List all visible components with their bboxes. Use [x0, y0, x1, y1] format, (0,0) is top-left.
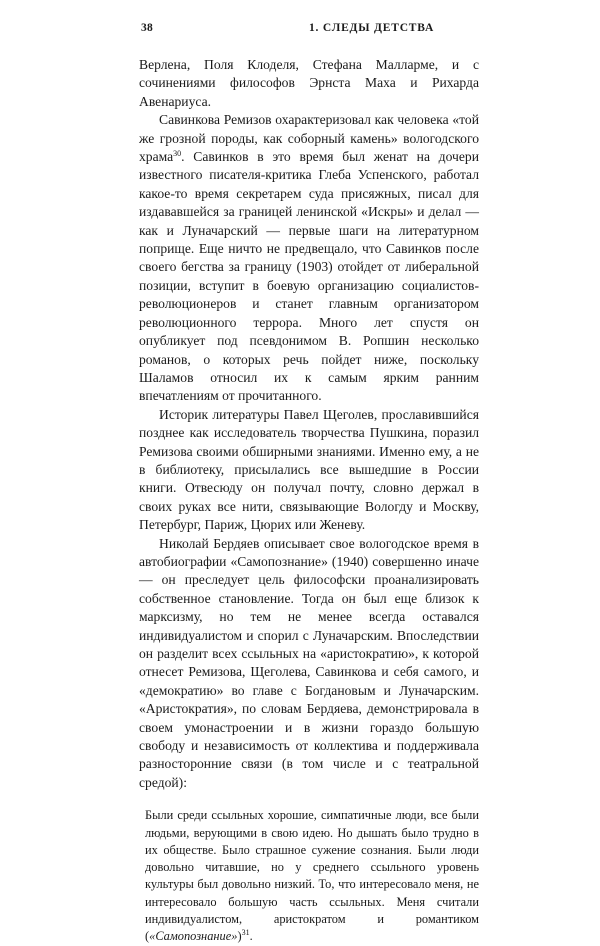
book-page — [139, 14, 479, 946]
paragraph-text: Савинкова Ремизов охарактеризовал как человека «той же грозной породы, как соборный камень» вологодского храма — [139, 112, 479, 165]
quote-close-paren: ) — [237, 929, 242, 944]
running-head — [139, 14, 479, 36]
footnote-ref: 31 — [241, 928, 250, 938]
quote-end: . — [249, 929, 253, 944]
paragraph-savinkov — [139, 111, 479, 406]
chapter-title: 1. СЛЕДЫ ДЕТСТВА — [309, 22, 435, 34]
paragraph-continued: Верлена, Поля Клоделя, Стефана Малларме, и с сочинениями философов Эрнста Маха и Рихарда Авенариуса. — [139, 57, 479, 109]
body-text — [139, 56, 479, 792]
page-number: 38 — [141, 22, 153, 34]
quote-paragraph — [145, 807, 479, 945]
quote-text: Были среди ссыльных хорошие, симпатичные люди, все были людьми, верующими в свою идею. Но дышать было трудно в их обществе. Было страшное сужение сознания. Были люди довольно читавшие, но у среднего ссыльного уровень культуры был довольно низкий. То, что интересовало меня, не интересовало большую часть ссыльных. Меня считали индивидуалистом, аристократом и романтиком ( — [145, 808, 479, 944]
quote-source: «Самопознание» — [149, 929, 238, 944]
paragraph-berdyaev: Николай Бердяев описывает свое вологодское время в автобиографии «Самопознание» (1940) совершенно иначе — он преследует цель философски проанализировать собственное становление. Тогда он был еще близок к марксизму, но тем не менее всегда оставался индивидуалистом и спорил с Луначарским. Впоследствии он разделит всех ссыльных на «аристократию», к которой отнесет Ремизова, Щеголева, Савинкова и себя самого, и «демократию» во главе с Богдановым и Луначарским. «Аристократия», по словам Бердяева, демонстрировала в своем умонастроении и в жизни гораздо большую свободу и независимость от коллектива и поддерживала разносторонние связи (в том числе и с театральной средой): — [139, 535, 479, 790]
footnote-ref: 30 — [173, 149, 182, 159]
block-quote — [145, 807, 479, 945]
paragraph-shchegolev: Историк литературы Павел Щеголев, прославившийся позднее как исследователь творчества Пушкина, поразил Ремизова своими обширными знаниями. Именно ему, а не в библиотеку, присылались все вышедшие в России книги. Отвесюду он получал почту, словно держал в своих руках все нити, связывающие Вологду и Москву, Петербург, Париж, Цюрих или Женеву. — [139, 406, 479, 533]
paragraph-text-tail: . Савинков в это время был женат на дочери известного писателя-критика Глеба Успенского, работал какое-то время секретарем суда присяжных, писал для издававшейся за границей ленинской «Искры» и делал — как и Луначарский — первые шаги на литературном поприще. Еще ничто не предвещало, что Савинков после своего бегства за границу (1903) отойдет от либеральной позиции, вступит в боевую организацию социалистов-революционеров и станет главным организатором революционного террора. Много лет спустя он опубликует под псевдонимом В. Ропшин несколько романов, о которых речь пойдет ниже, поскольку Шаламов относил их к самым ярким ранним впечатлениям от прочитанного. — [139, 149, 479, 404]
